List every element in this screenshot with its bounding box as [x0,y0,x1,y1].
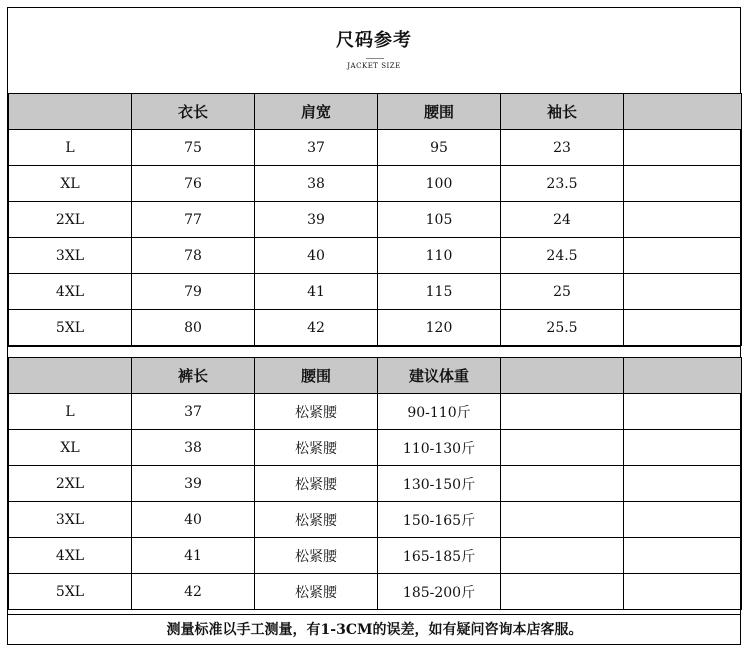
table-row [9,502,742,538]
table-cell: 110-130斤 [378,430,501,466]
table-row [9,274,742,310]
table-cell: 78 [132,238,255,274]
table-cell: 105 [378,202,501,238]
table-cell: 90-110斤 [378,394,501,430]
table-cell: 25.5 [501,310,624,346]
table-row [9,466,742,502]
table-cell: 38 [132,430,255,466]
table-row [9,166,742,202]
table-cell: 24 [501,202,624,238]
column-header [624,94,742,130]
table-cell [624,310,742,346]
size-label-cell: L [9,130,132,166]
table-cell: 41 [132,538,255,574]
size-label-cell: 3XL [9,238,132,274]
table-cell [624,574,742,610]
table-cell [624,430,742,466]
size-label-cell: 5XL [9,574,132,610]
chart-subtitle: JACKET SIZE [347,62,401,70]
table-row [9,430,742,466]
table-cell: 40 [255,238,378,274]
table-cell: 185-200斤 [378,574,501,610]
table-row [9,202,742,238]
table-cell: 130-150斤 [378,466,501,502]
table-cell: 38 [255,166,378,202]
size-label-cell: XL [9,430,132,466]
table-cell: 松紧腰 [255,466,378,502]
column-header: 袖长 [501,94,624,130]
table-row [9,394,742,430]
size-label-cell: 3XL [9,502,132,538]
size-label-cell: XL [9,166,132,202]
title-divider [366,58,384,59]
table-cell [501,394,624,430]
table-cell: 42 [132,574,255,610]
table-cell [624,538,742,574]
size-label-cell: 2XL [9,202,132,238]
table-header-row [9,94,742,130]
table-cell [501,430,624,466]
table-cell [624,238,742,274]
table-cell: 40 [132,502,255,538]
table-cell [501,466,624,502]
column-header [9,358,132,394]
table-cell: 39 [255,202,378,238]
table-header-row [9,358,742,394]
column-header: 腰围 [378,94,501,130]
size-label-cell: 4XL [9,538,132,574]
table-cell [624,502,742,538]
table-cell: 42 [255,310,378,346]
table-cell: 75 [132,130,255,166]
table-row [9,538,742,574]
column-header [9,94,132,130]
table-cell: 37 [132,394,255,430]
table-cell [624,202,742,238]
table-cell [501,538,624,574]
column-header: 肩宽 [255,94,378,130]
table-cell: 80 [132,310,255,346]
table-cell [624,130,742,166]
table-row [9,574,742,610]
size-chart-frame [7,7,741,645]
column-header: 衣长 [132,94,255,130]
table-row [9,310,742,346]
table-cell: 79 [132,274,255,310]
table-gap [8,346,741,357]
size-label-cell: 5XL [9,310,132,346]
table-cell: 150-165斤 [378,502,501,538]
chart-title: 尺码参考 [336,30,412,51]
table-cell: 95 [378,130,501,166]
table-cell [624,394,742,430]
table-cell: 76 [132,166,255,202]
table-cell: 41 [255,274,378,310]
table-cell: 37 [255,130,378,166]
column-header: 裤长 [132,358,255,394]
table-cell [624,466,742,502]
table-cell: 115 [378,274,501,310]
pants-size-table [8,357,742,610]
chart-header [8,8,740,94]
table-cell: 23.5 [501,166,624,202]
table-cell: 120 [378,310,501,346]
table-cell: 松紧腰 [255,574,378,610]
table-cell: 松紧腰 [255,502,378,538]
column-header [501,358,624,394]
table-cell: 25 [501,274,624,310]
column-header: 建议体重 [378,358,501,394]
table-cell: 松紧腰 [255,394,378,430]
table-cell: 24.5 [501,238,624,274]
table-cell [501,574,624,610]
table-cell: 100 [378,166,501,202]
table-cell: 165-185斤 [378,538,501,574]
table-cell: 110 [378,238,501,274]
jacket-size-table [8,93,742,346]
table-cell: 松紧腰 [255,430,378,466]
column-header: 腰围 [255,358,378,394]
column-header [624,358,742,394]
table-cell [624,166,742,202]
table-cell [501,502,624,538]
table-row [9,238,742,274]
table-cell: 松紧腰 [255,538,378,574]
size-label-cell: 2XL [9,466,132,502]
table-cell: 39 [132,466,255,502]
table-cell [624,274,742,310]
size-label-cell: L [9,394,132,430]
table-cell: 77 [132,202,255,238]
measurement-note: 测量标准以手工测量，有1-3CM的误差，如有疑问咨询本店客服。 [8,614,741,646]
table-row [9,130,742,166]
table-cell: 23 [501,130,624,166]
size-label-cell: 4XL [9,274,132,310]
